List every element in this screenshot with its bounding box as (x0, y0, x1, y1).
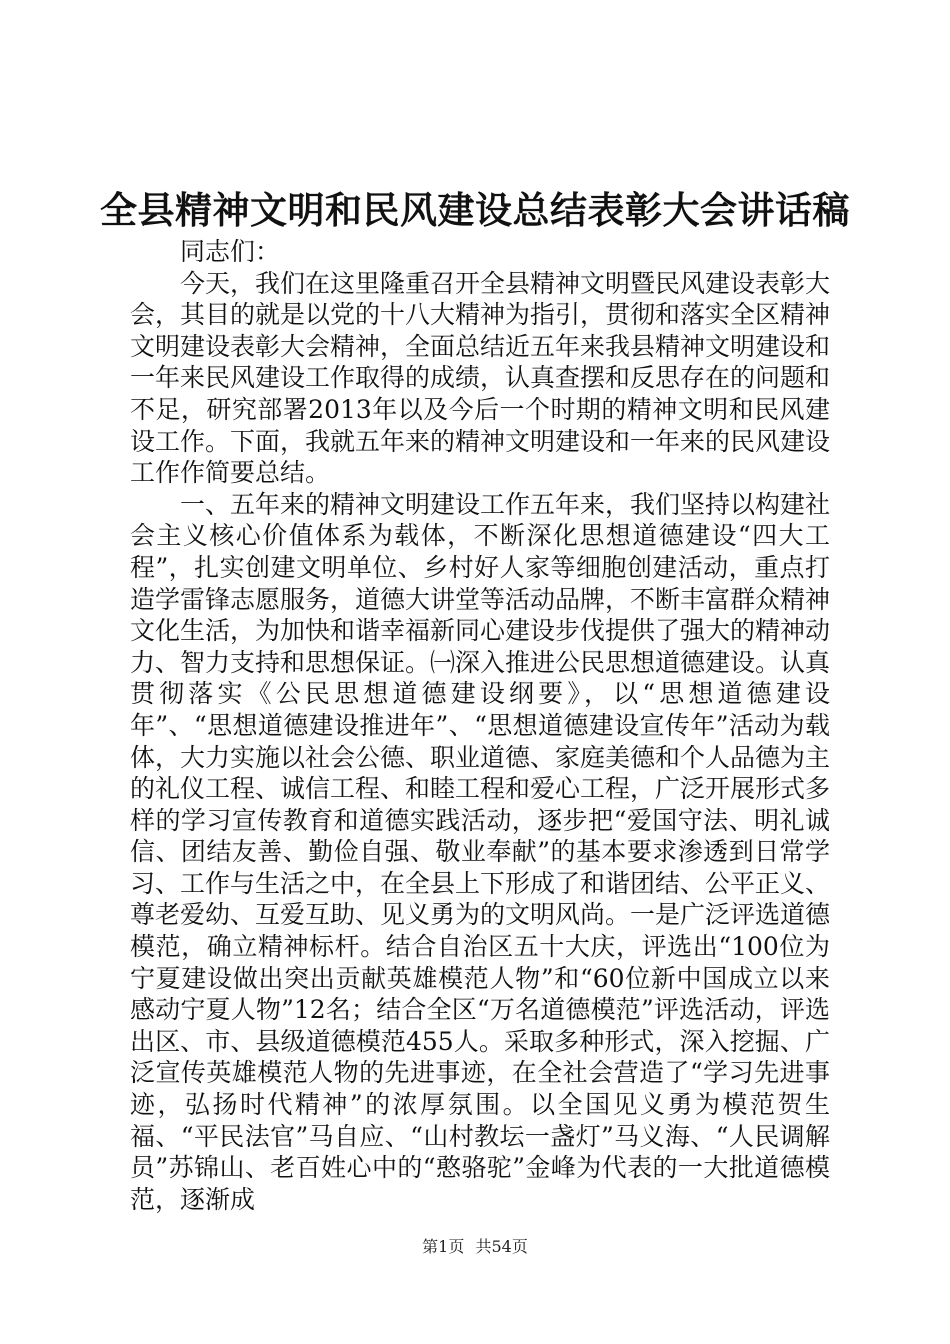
document-body (130, 236, 830, 1215)
intro-paragraph: 今天，我们在这里隆重召开全县精神文明暨民风建设表彰大会，其目的就是以党的十八大精神为指引，贯彻和落实全区精神文明建设表彰大会精神，全面总结近五年来我县精神文明建设和一年来民风建设工作取得的成绩，认真查摆和反思存在的问题和不足，研究部署2013年以及今后一个时期的精神文明和民风建设工作。下面，我就五年来的精神文明建设和一年来的民风建设工作作简要总结。 (130, 268, 831, 488)
page-footer (0, 1237, 950, 1257)
section-one-paragraph: 一、五年来的精神文明建设工作五年来，我们坚持以构建社会主义核心价值体系为载体，不断深化思想道德建设“四大工程”，扎实创建文明单位、乡村好人家等细胞创建活动，重点打造学雷锋志愿服务，道德大讲堂等活动品牌，不断丰富群众精神文化生活，为加快和谐幸福新同心建设步伐提供了强大的精神动力、智力支持和思想保证。㈠深入推进公民思想道德建设。认真贯彻落实《公民思想道德建设纲要》，以“思想道德建设年”、“思想道德建设推进年”、“思想道德建设宣传年”活动为载体，大力实施以社会公德、职业道德、家庭美德和个人品德为主的礼仪工程、诚信工程、和睦工程和爱心工程，广泛开展形式多样的学习宣传教育和道德实践活动，逐步把“爱国守法、明礼诚信、团结友善、勤俭自强、敬业奉献”的基本要求渗透到日常学习、工作与生活之中，在全县上下形成了和谐团结、公平正义、尊老爱幼、互爱互助、见义勇为的文明风尚。一是广泛评选道德模范，确立精神标杆。结合自治区五十大庆，评选出“100位为宁夏建设做出突出贡献英雄模范人物”和“60位新中国成立以来感动宁夏人物”12名；结合全区“万名道德模范”评选活动，评选出区、市、县级道德模范455人。采取多种形式，深入挖掘、广泛宣传英雄模范人物的先进事迹，在全社会营造了“学习先进事迹，弘扬时代精神”的浓厚氛围。以全国见义勇为模范贺生福、“平民法官”马自应、“山村教坛一盏灯”马义海、“人民调解员”苏锦山、老百姓心中的“憨骆驼”金峰为代表的一大批道德模范，逐渐成 (130, 489, 831, 1214)
page-total: 共54页 (475, 1237, 528, 1256)
salutation-paragraph: 同志们： (180, 237, 281, 266)
document-title: 全县精神文明和民风建设总结表彰大会讲话稿 (100, 188, 850, 232)
page-number: 第1页 (422, 1237, 465, 1256)
